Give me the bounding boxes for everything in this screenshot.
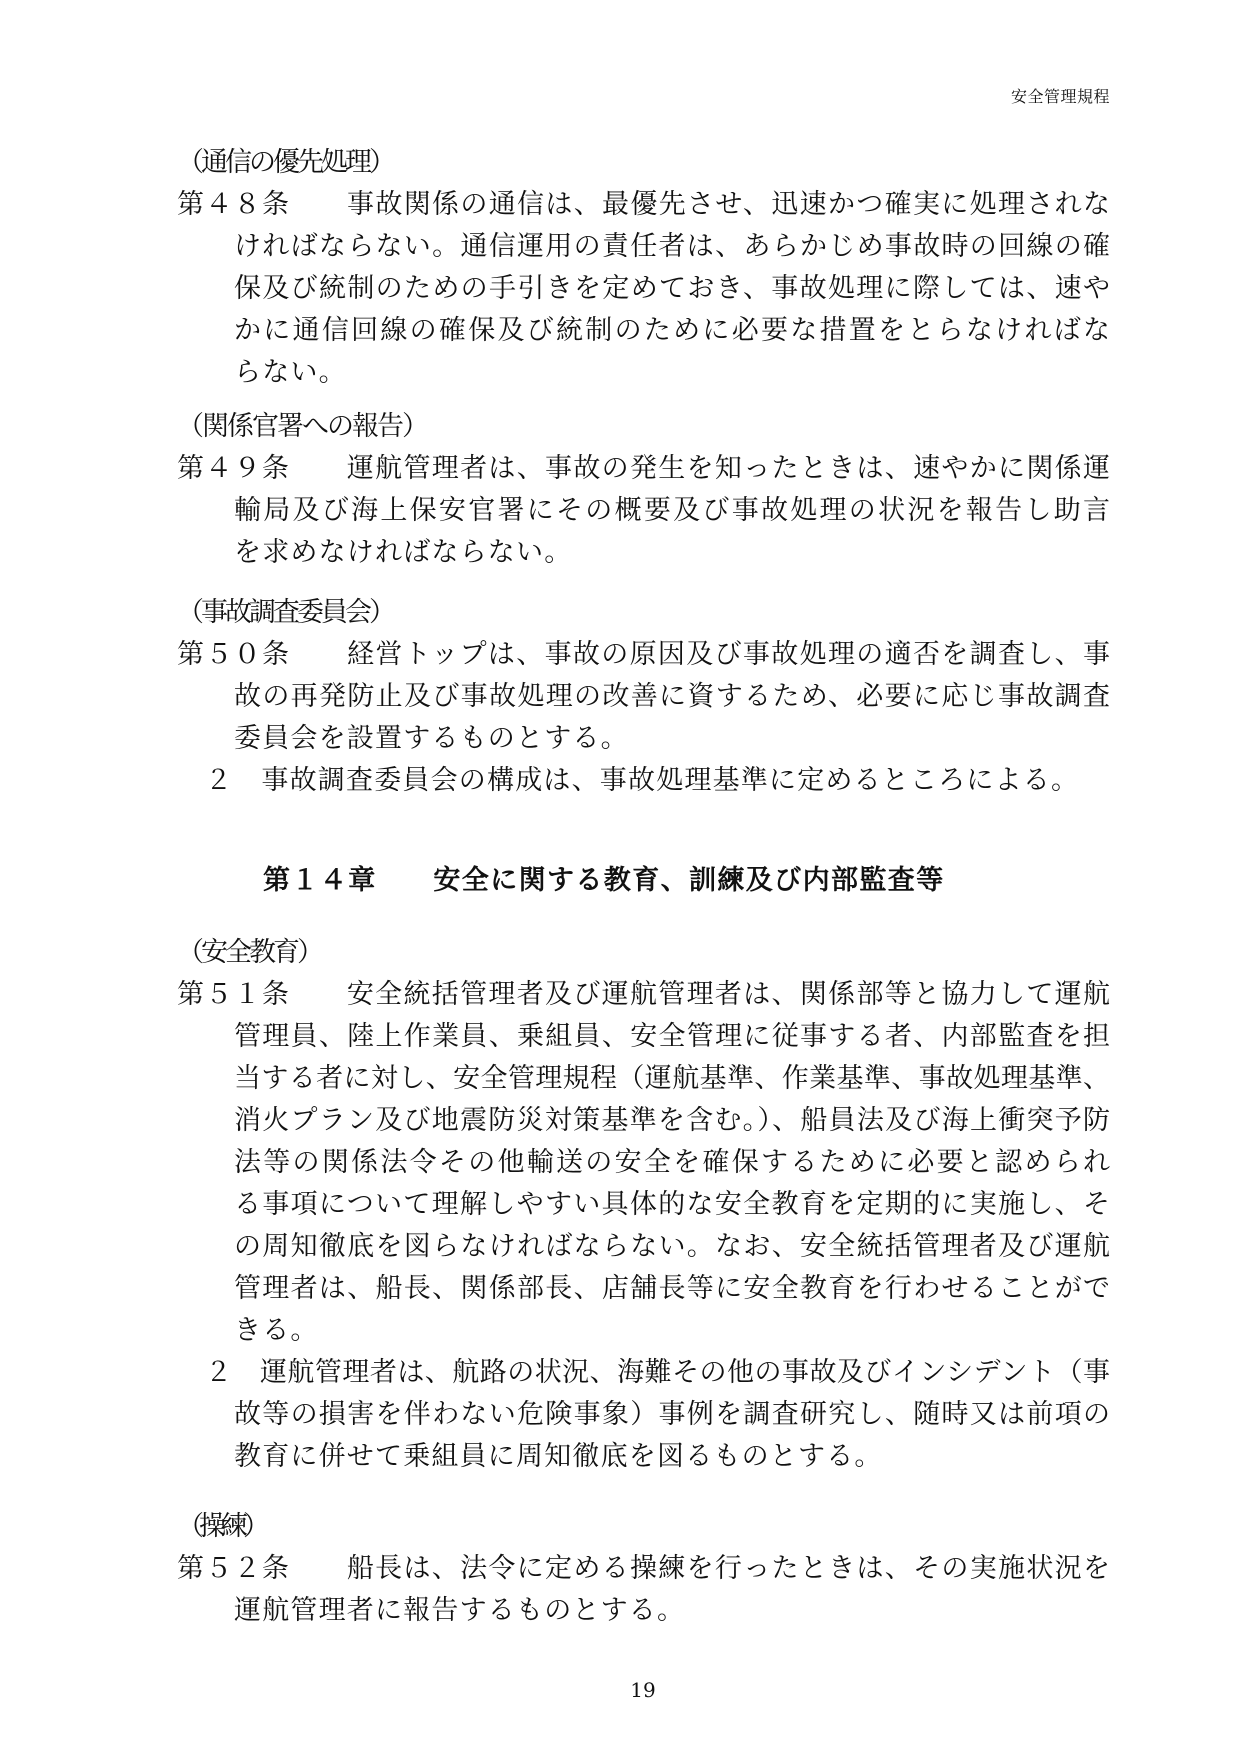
article-51-text-line: 消火プラン及び地震防災対策基準を含む。）、船員法及び海上衝突予防	[234, 1105, 1112, 1136]
article-52-text-line: 第５２条 船長は、法令に定める操練を行ったときは、その実施状況を	[177, 1553, 1112, 1584]
article-48-text-line: ければならない。通信運用の責任者は、あらかじめ事故時の回線の確	[234, 231, 1112, 262]
running-header: 安全管理規程	[1010, 87, 1110, 106]
article-51-text-line: 当する者に対し、安全管理規程（運航基準、作業基準、事故処理基準、	[234, 1063, 1111, 1094]
chapter-title: 第１４章 安全に関する教育、訓練及び内部監査等	[263, 865, 945, 896]
article-51-text-line: 管理員、陸上作業員、乗組員、安全管理に従事する者、内部監査を担	[234, 1021, 1112, 1052]
article-52-heading: （操練）	[177, 1511, 265, 1542]
article-51-text-line: きる。	[234, 1315, 319, 1346]
article-51-text-line: 教育に併せて乗組員に周知徹底を図るものとする。	[234, 1441, 883, 1472]
article-51-text-line: 法等の関係法令その他輸送の安全を確保するために必要と認められ	[234, 1147, 1113, 1178]
article-48-text-line: らない。	[234, 357, 347, 388]
article-49-text-line: を求めなければならない。	[234, 537, 573, 568]
article-50-text-line: 故の再発防止及び事故処理の改善に資するため、必要に応じ事故調査	[234, 681, 1112, 712]
article-49-text-line: 第４９条 運航管理者は、事故の発生を知ったときは、速やかに関係運	[177, 453, 1112, 484]
article-50-heading: （事故調査委員会）	[177, 597, 393, 628]
article-48-text-line: 第４８条 事故関係の通信は、最優先させ、迅速かつ確実に処理されな	[177, 189, 1112, 220]
article-52-text-line: 運航管理者に報告するものとする。	[234, 1595, 686, 1626]
article-51-paragraph-2: ２ 運航管理者は、航路の状況、海難その他の事故及びインシデント（事	[205, 1357, 1111, 1388]
article-49-text-line: 輸局及び海上保安官署にその概要及び事故処理の状況を報告し助言	[234, 495, 1113, 526]
article-49-heading: （関係官署への報告）	[177, 411, 427, 442]
article-48-heading: （通信の優先処理）	[177, 147, 393, 178]
article-50-paragraph-2: ２ 事故調査委員会の構成は、事故処理基準に定めるところによる。	[205, 765, 1080, 796]
article-50-text-line: 第５０条 経営トップは、事故の原因及び事故処理の適否を調査し、事	[177, 639, 1112, 670]
article-50-text-line: 委員会を設置するものとする。	[234, 723, 629, 754]
article-51-text-line: 管理者は、船長、関係部長、店舗長等に安全教育を行わせることがで	[234, 1273, 1112, 1304]
article-51-heading: （安全教育）	[177, 937, 321, 968]
article-48-text-line: かに通信回線の確保及び統制のために必要な措置をとらなければな	[234, 315, 1113, 346]
article-51-text-line: 第５１条 安全統括管理者及び運航管理者は、関係部等と協力して運航	[177, 979, 1112, 1010]
article-51-text-line: 故等の損害を伴わない危険事象）事例を調査研究し、随時又は前項の	[234, 1399, 1112, 1430]
page-number: 19	[630, 1678, 656, 1702]
article-48-text-line: 保及び統制のための手引きを定めておき、事故処理に際しては、速や	[234, 273, 1112, 304]
article-51-text-line: の周知徹底を図らなければならない。なお、安全統括管理者及び運航	[234, 1231, 1112, 1262]
article-51-text-line: る事項について理解しやすい具体的な安全教育を定期的に実施し、そ	[234, 1189, 1112, 1220]
